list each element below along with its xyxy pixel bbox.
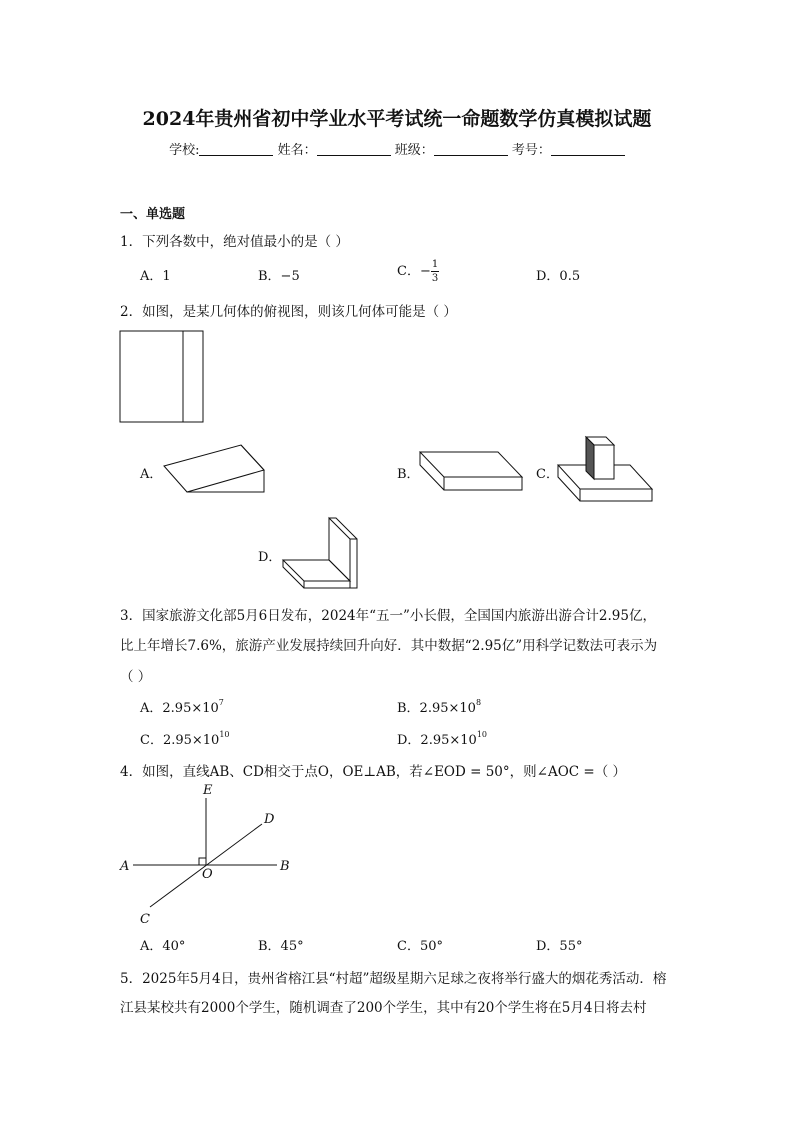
- class-label: 班级：: [394, 143, 434, 158]
- q5-stem-line-2: 江县某校共有2000个学生，随机调查了200个学生，其中有20个学生将在5月4日将去村: [120, 1000, 647, 1016]
- q5-stem-line-1: 5．2025年5月4日，贵州省榕江县“村超”超级星期六足球之夜将举行盛大的烟花秀活动．榕: [120, 971, 667, 987]
- section-heading: 一、单选题: [120, 207, 186, 222]
- q3-option-c-base: C．2.95×10: [140, 733, 220, 748]
- q3-option-b-exponent: 8: [475, 698, 482, 707]
- q2-option-b-label: B．: [397, 467, 420, 482]
- q3-option-d-base: D．2.95×10: [397, 733, 477, 748]
- q4-option-a: A．40°: [140, 939, 186, 954]
- q4-option-d: D．55°: [536, 939, 583, 954]
- q2-option-a-label: A．: [140, 467, 163, 482]
- q1-stem: 1．下列各数中，绝对值最小的是（ ）: [120, 234, 349, 250]
- fraction-denominator: 3: [431, 273, 439, 284]
- q3-stem-line-3: （ ）: [120, 669, 152, 685]
- q3-option-d-exponent: 10: [476, 730, 487, 739]
- q1-option-b: B．−5: [258, 269, 300, 284]
- label-b: B: [280, 859, 290, 874]
- q2-option-d-label: D．: [258, 550, 282, 565]
- q3-option-a-base: A．2.95×10: [140, 701, 219, 716]
- label-c: C: [140, 912, 150, 927]
- fraction-numerator: 1: [431, 259, 439, 270]
- q3-option-a-exponent: 7: [218, 698, 224, 707]
- q3-stem-line-1: 3．国家旅游文化部5月6日发布，2024年“五一”小长假，全国国内旅游出游合计2.95亿，: [120, 608, 656, 624]
- q3-stem-line-2: 比上年增长7.6%，旅游产业发展持续回升向好．其中数据“2.95亿”用科学记数法可表示为: [120, 638, 658, 654]
- name-label: 姓名：: [277, 143, 317, 158]
- label-d: D: [264, 812, 275, 827]
- right-angle-mark: [199, 858, 206, 865]
- label-a: A: [120, 859, 130, 874]
- q4-option-b: B．45°: [258, 939, 304, 954]
- q3-option-b-base: B．2.95×10: [397, 701, 476, 716]
- q3-option-c-exponent: 10: [219, 730, 230, 739]
- q4-stem: 4．如图，直线AB、CD相交于点O，OE⊥AB，若∠EOD = 50°，则∠AOC =（ ）: [120, 764, 626, 780]
- exam-no-label: 考号：: [511, 143, 551, 158]
- school-label: 学校:: [169, 143, 200, 158]
- q2-option-c-label: C．: [536, 467, 559, 482]
- label-e: E: [203, 783, 213, 798]
- q1-option-c-prefix: C．−: [397, 264, 431, 279]
- label-o: O: [202, 867, 213, 882]
- q1-option-a: A．1: [140, 269, 171, 284]
- q1-option-d: D．0.5: [536, 269, 581, 284]
- page-title: 2024年贵州省初中学业水平考试统一命题数学仿真模拟试题: [142, 108, 652, 130]
- q2-stem: 2．如图，是某几何体的俯视图，则该几何体可能是（ ）: [120, 304, 457, 320]
- q4-option-c: C．50°: [397, 939, 443, 954]
